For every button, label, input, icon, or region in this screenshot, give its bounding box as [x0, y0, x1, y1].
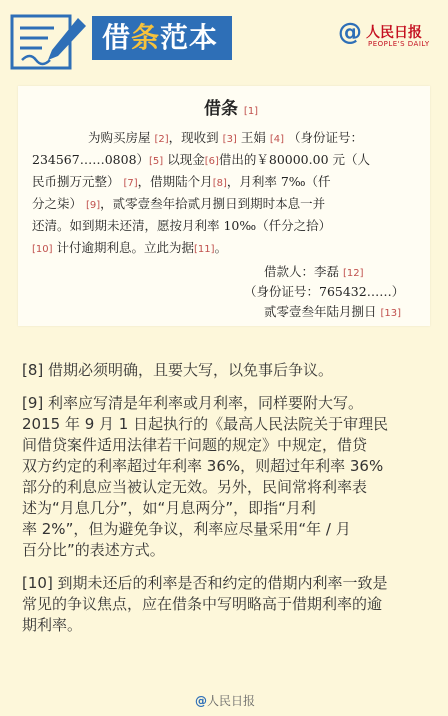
- logo-chinese: 人民日报: [366, 25, 422, 41]
- logo-at-icon: @: [338, 18, 362, 46]
- note-8: [8] 借期必须明确，且要大写，以免事后争议。: [22, 361, 334, 379]
- iou-id-line: （身份证号：765432……）: [244, 284, 405, 299]
- iou-document: [18, 86, 430, 326]
- iou-line-4: 分之柒） [9]，贰零壹叁年拾贰月捌日到期时本息一并: [32, 196, 326, 211]
- footer-watermark: [195, 692, 255, 709]
- iou-line-6: [10] 计付逾期利息。立此为据[11]。: [32, 240, 228, 255]
- iou-title: 借条 [1]: [204, 99, 259, 119]
- iou-line-3: 民币捌万元整） [7]，借期陆个月[8]，月利率 7‰（仟: [32, 174, 331, 189]
- logo-english: PEOPLE'S DAILY: [368, 40, 430, 48]
- iou-line-1: 为购买房屋 [2]，现收到 [3] 王娟 [4] （身份证号：: [88, 130, 363, 145]
- iou-line-2: 234567……0808）[5] 以现金[6]借出的￥80000.00 元（人: [32, 152, 370, 167]
- footer-brand: 人民日报: [207, 694, 256, 708]
- note-9: [9] 利率应写清是年利率或月利率，同样要附大写。 2015 年 9 月 1 日起执行的《最高人民法院关于审理民 间借贷案件适用法律若干问题的规定》中规定，借贷 双方约定的利率超过年利率 36%，则超过年利率 36% 部分的利息应当被认定无效。另外，民间常将利率表 述为“月息几分”，如“月息两分”，即指“月利 率 2%”，但为避免争议，利率应尽量采用“年 / 月 百分比”的表述方式。: [22, 394, 389, 559]
- peoples-daily-logo: [338, 20, 442, 54]
- iou-line-5: 还清。如到期未还清，愿按月利率 10‰（仟分之拾）: [32, 218, 332, 233]
- notes-section: [22, 360, 430, 648]
- note-10: [10] 到期未还后的利率是否和约定的借期内利率一致是 常见的争议焦点，应在借条中写明略高于借期利率的逾 期利率。: [22, 574, 388, 634]
- pen-paper-icon: [8, 12, 88, 74]
- iou-date-line: 贰零壹叁年陆月捌日 [13]: [264, 304, 402, 319]
- footer-at-icon: @: [195, 694, 207, 708]
- header-banner: [0, 0, 448, 82]
- header-title: 借条范本: [92, 16, 232, 60]
- iou-borrower: 借款人：李磊 [12]: [264, 264, 364, 279]
